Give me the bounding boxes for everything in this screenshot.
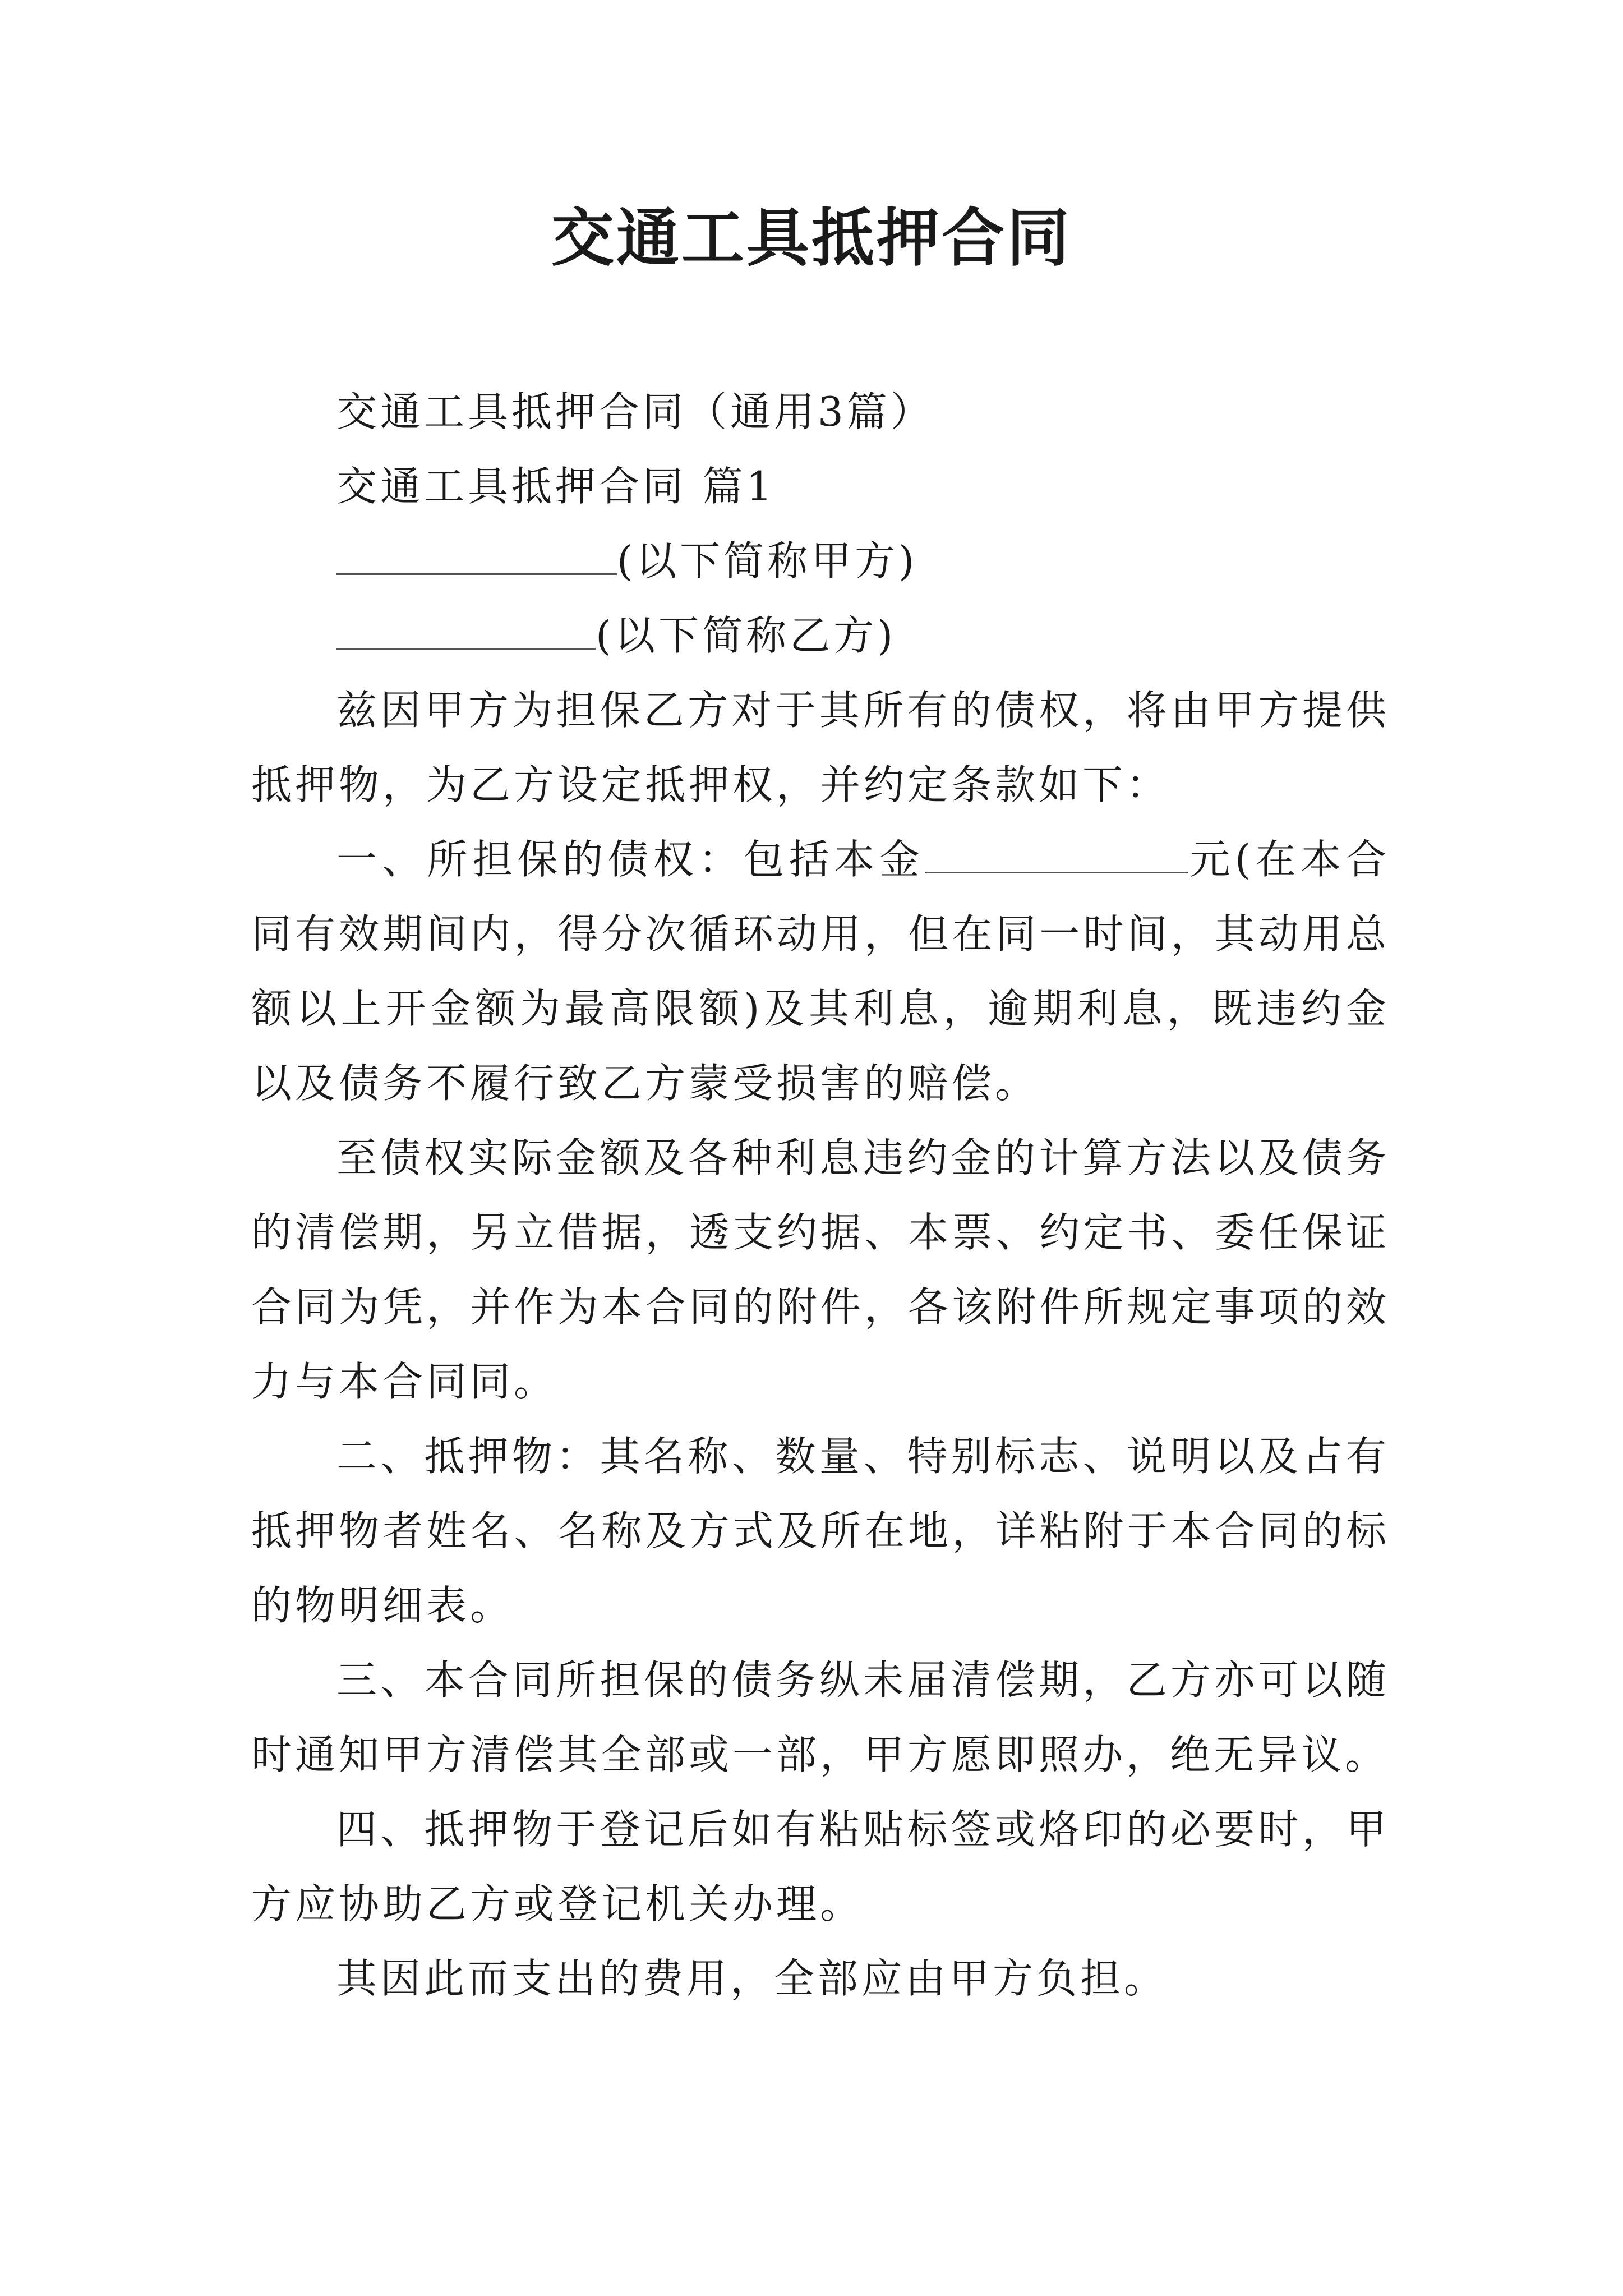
clause-4-continued: 其因此而支出的费用，全部应由甲方负担。 xyxy=(336,1955,1168,2002)
party-b-line xyxy=(251,599,1390,673)
clause-4: 四、抵押物于登记后如有粘贴标签或烙印的必要时，甲方应协助乙方或登记机关办理。 xyxy=(251,1806,1390,1927)
clause-1 xyxy=(251,822,1390,1121)
party-b-blank xyxy=(336,614,596,650)
intro-paragraph: 兹因甲方为担保乙方对于其所有的债权，将由甲方提供抵押物，为乙方设定抵押权，并约定条款如下： xyxy=(251,687,1390,808)
party-a-line xyxy=(251,524,1390,599)
document-body xyxy=(251,375,1390,2016)
subtitle-line: 交通工具抵押合同（通用3篇） xyxy=(336,388,934,435)
clause-1-continued: 至债权实际金额及各种利息违约金的计算方法以及债务的清偿期，另立借据，透支约据、本票、约定书、委任保证合同为凭，并作为本合同的附件，各该附件所规定事项的效力与本合同同。 xyxy=(251,1134,1390,1405)
clause-2: 二、抵押物：其名称、数量、特别标志、说明以及占有抵押物者姓名、名称及方式及所在地，详粘附于本合同的标的物明细表。 xyxy=(251,1433,1390,1629)
party-b-suffix: (以下简称乙方) xyxy=(596,612,897,659)
section-heading: 交通工具抵押合同 篇1 xyxy=(336,463,776,510)
party-a-suffix: (以下简称甲方) xyxy=(617,537,918,585)
clause-3: 三、本合同所担保的债务纵未届清偿期，乙方亦可以随时通知甲方清偿其全部或一部，甲方愿即照办，绝无异议。 xyxy=(251,1657,1390,1778)
party-a-blank xyxy=(336,540,617,575)
clause-1-suffix: 元(在本合同有效期间内，得分次循环动用，但在同一时间，其动用总额以上开金额为最高限额)及其利息，逾期利息，既违约金以及债务不履行致乙方蒙受损害的赔偿。 xyxy=(251,836,1390,1107)
clause-1-prefix: 一、所担保的债权：包括本金 xyxy=(336,836,925,883)
principal-amount-blank xyxy=(925,838,1188,873)
document-title: 交通工具抵押合同 xyxy=(551,201,1072,275)
